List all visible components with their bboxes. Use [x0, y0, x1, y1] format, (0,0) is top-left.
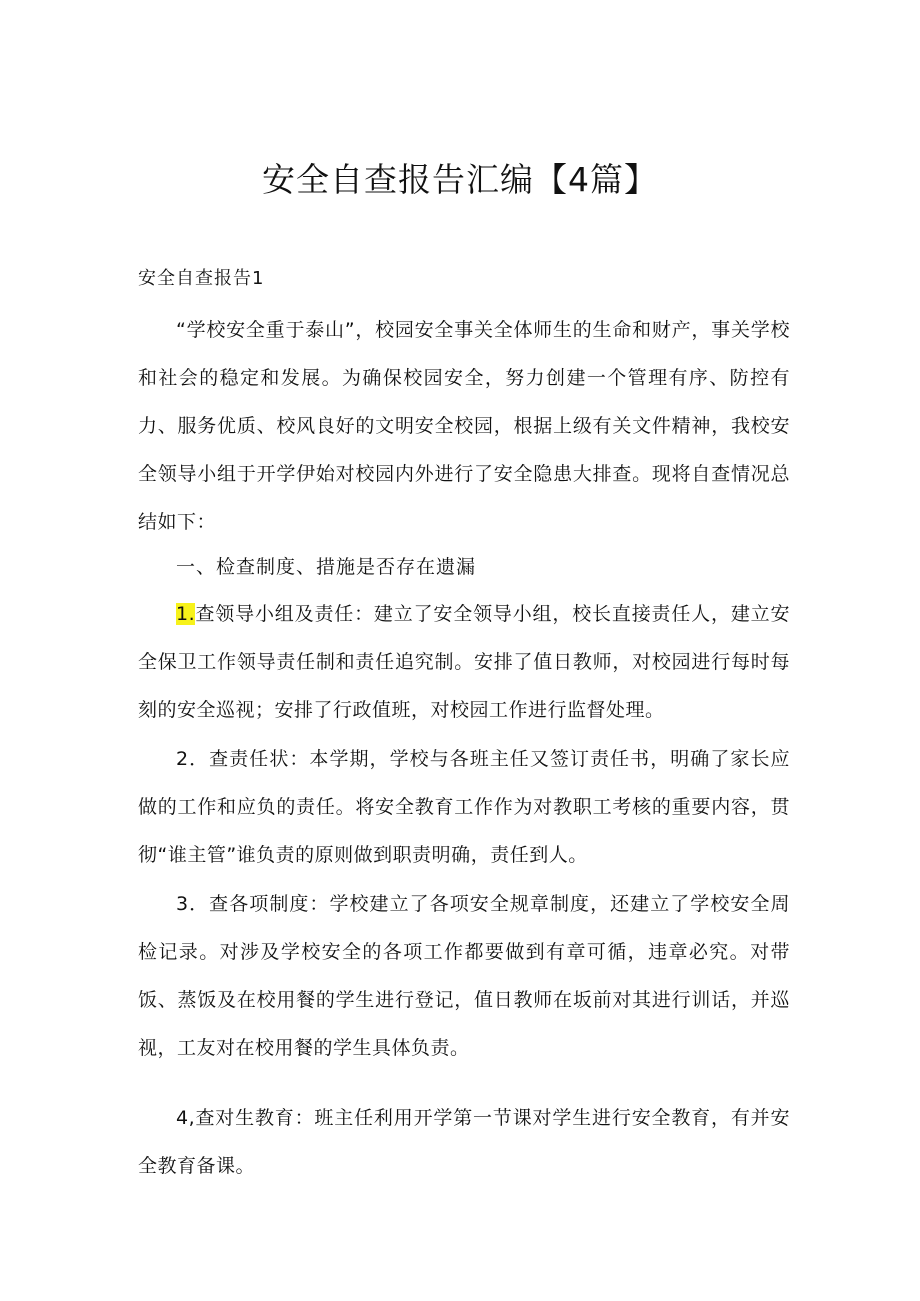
intro-paragraph: “学校安全重于泰山”，校园安全事关全体师生的生命和财产，事关学校和社会的稳定和发展。为确保校园安全，努力创建一个管理有序、防控有力、服务优质、校风良好的文明安全校园，根据上级有关文件精神，我校安全领导小组于开学伊始对校园内外进行了安全隐患大排查。现将自查情况总结如下：	[138, 319, 790, 533]
document-title: 安全自查报告汇编【4篇】	[262, 160, 658, 199]
item-1-text: 查领导小组及责任：建立了安全领导小组，校长直接责任人，建立安全保卫工作领导责任制和责任追究制。安排了值日教师，对校园进行每时每刻的安全巡视；安排了行政值班，对校园工作进行监督处理。	[138, 603, 790, 721]
report-subtitle: 安全自查报告1	[138, 268, 265, 289]
highlighted-number: 1.	[176, 603, 196, 625]
section-heading: 一、检查制度、措施是否存在遗漏	[176, 556, 477, 578]
item-4-paragraph: 4,查对生教育：班主任利用开学第一节课对学生进行安全教育，有并安全教育备课。	[138, 1107, 790, 1177]
item-1-paragraph	[138, 590, 790, 734]
item-2-paragraph: 2．查责任状：本学期，学校与各班主任又签订责任书，明确了家长应做的工作和应负的责任。将安全教育工作作为对教职工考核的重要内容，贯彻“谁主管”谁负责的原则做到职责明确，责任到人。	[138, 748, 790, 866]
item-3-paragraph: 3．查各项制度：学校建立了各项安全规章制度，还建立了学校安全周检记录。对涉及学校安全的各项工作都要做到有章可循，违章必究。对带饭、蒸饭及在校用餐的学生进行登记，值日教师在坂前对其进行训话，并巡视，工友对在校用餐的学生具体负责。	[138, 893, 790, 1059]
